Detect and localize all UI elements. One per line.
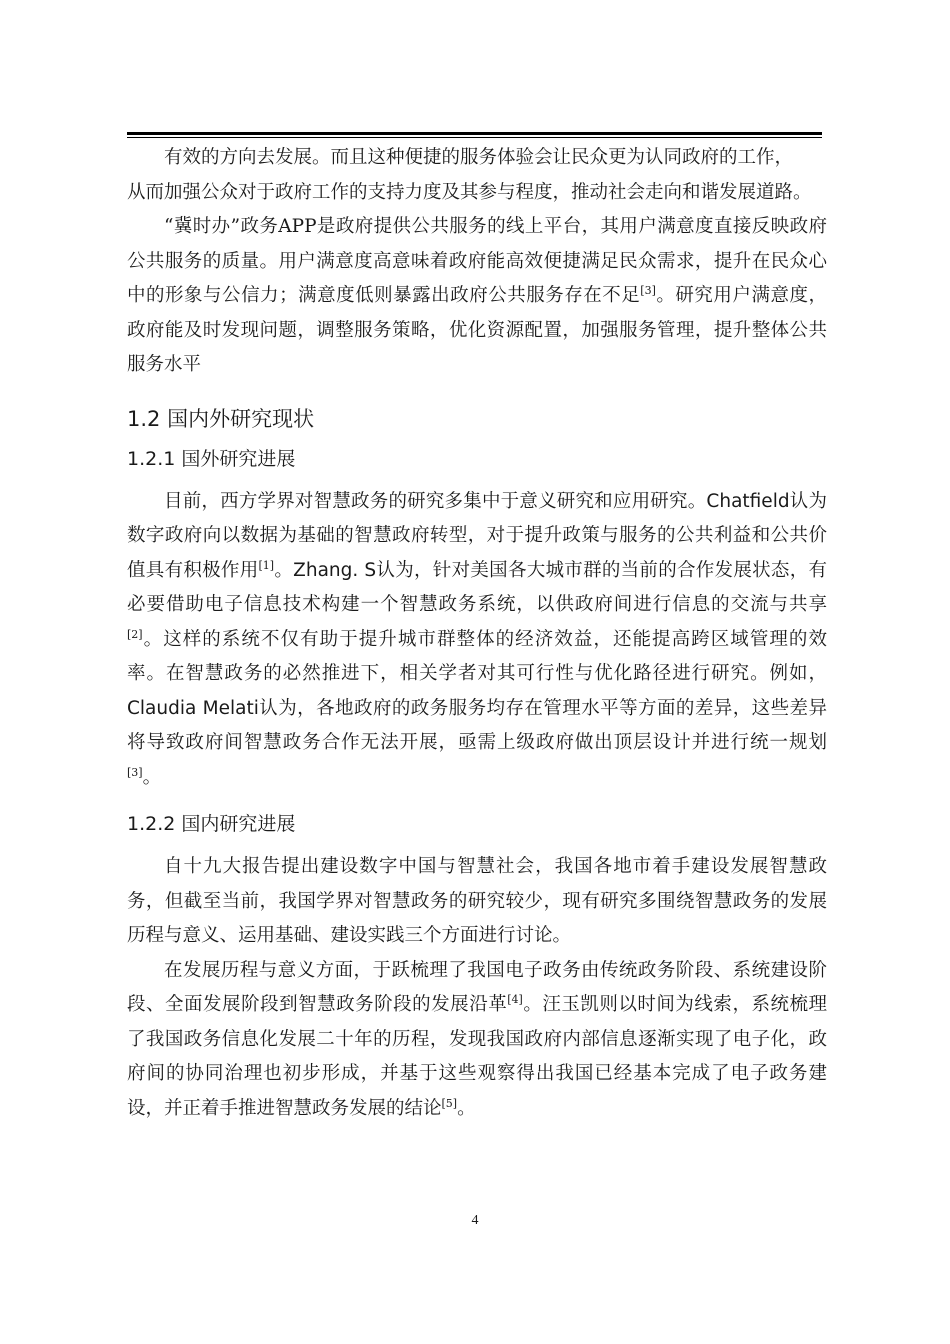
section-heading-1-2-1: 1.2.1 国外研究进展 <box>127 447 296 470</box>
text-run: 目前，西方学界对智慧政务的研究多集中于意义研究和应用研究。 <box>164 490 707 512</box>
citation-ref: [2] <box>127 627 143 641</box>
citation-ref: [3] <box>640 283 656 297</box>
author-name: Claudia Melati <box>127 697 259 719</box>
citation-ref: [4] <box>507 992 523 1006</box>
text-run: 。这样的系统不仅有助于提升城市群整体的经济效益，还能提高跨区域管理的效率。在智慧政务的必然推进下，相关学者对其可行性与优化路径进行研究。例如， <box>127 628 827 684</box>
section-heading-1-2-2: 1.2.2 国内研究进展 <box>127 813 296 835</box>
paragraph-intro-2 <box>127 210 827 383</box>
citation-ref: [5] <box>441 1096 458 1110</box>
page-body <box>127 141 827 1126</box>
citation-ref: [3] <box>127 765 143 779</box>
author-name: Zhang. S <box>293 559 377 581</box>
citation-ref: [1] <box>258 558 275 572</box>
text-run: 。汪玉凯则以时间为线索，系统梳理了我国政务信息化发展二十年的历程，发现我国政府内部信息逐渐实现了电子化，政府间的协同治理也初步形成，并基于这些观察得出我国已经基本完成了电子政务建设，并正着手推进智慧政务发展的结论 <box>127 994 827 1119</box>
paragraph-domestic-research-1: 自十九大报告提出建设数字中国与智慧社会，我国各地市着手建设发展智慧政务，但截至当前，我国学界对智慧政务的研究较少，现有研究多围绕智慧政务的发展历程与意义、运用基础、建设实践三个方面进行讨论。 <box>127 856 827 946</box>
paragraph-intro-1: 有效的方向去发展。而且这种便捷的服务体验会让民众更为认同政府的工作， 从而加强公众对于政府工作的支持力度及其参与程度，推动社会走向和谐发展道路。 <box>127 147 812 203</box>
page-number: 4 <box>471 1213 479 1228</box>
text-run: 。 <box>274 559 294 581</box>
text-run: “冀时办”政务APP是政府提供公共服务的线上平台，其用户满意度直接反映政府公共服务的质量。用户满意度高意味着政府能高效便捷满足民众需求，提升在民众心中的形象与公信力；满意度低则暴露出政府公共服务存在不足 <box>127 216 827 306</box>
text-run: 。 <box>142 766 162 788</box>
paragraph-domestic-research-2 <box>127 954 827 1127</box>
text-run: 认为数字政府向以数据为基础的智慧政府转型，对于提升政策与服务的公共利益和公共价值具有积极作用 <box>127 490 827 581</box>
text-run: 认为，针对美国各大城市群的当前的合作发展状态，有必要借助电子信息技术构建一个智慧政务系统，以供政府间进行信息的交流与共享 <box>127 559 827 615</box>
text-run: 。 <box>457 1097 476 1119</box>
text-run: 。研究用户满意度，政府能及时发现问题，调整服务策略，优化资源配置，加强服务管理，提升整体公共服务水平 <box>127 285 827 375</box>
section-heading-1-2: 1.2 国内外研究现状 <box>127 406 315 431</box>
author-name: Chatfield <box>706 490 790 512</box>
paragraph-foreign-research <box>127 485 827 796</box>
header-rule-thick <box>127 132 822 135</box>
text-run: 认为，各地政府的政务服务均存在管理水平等方面的差异，这些差异将导致政府间智慧政务合作无法开展，亟需上级政府做出顶层设计并进行统一规划 <box>127 697 827 753</box>
header-rule-thin <box>127 137 822 138</box>
text-run: 在发展历程与意义方面，于跃梳理了我国电子政务由传统政务阶段、系统建设阶段、全面发展阶段到智慧政务阶段的发展沿革 <box>127 959 827 1015</box>
